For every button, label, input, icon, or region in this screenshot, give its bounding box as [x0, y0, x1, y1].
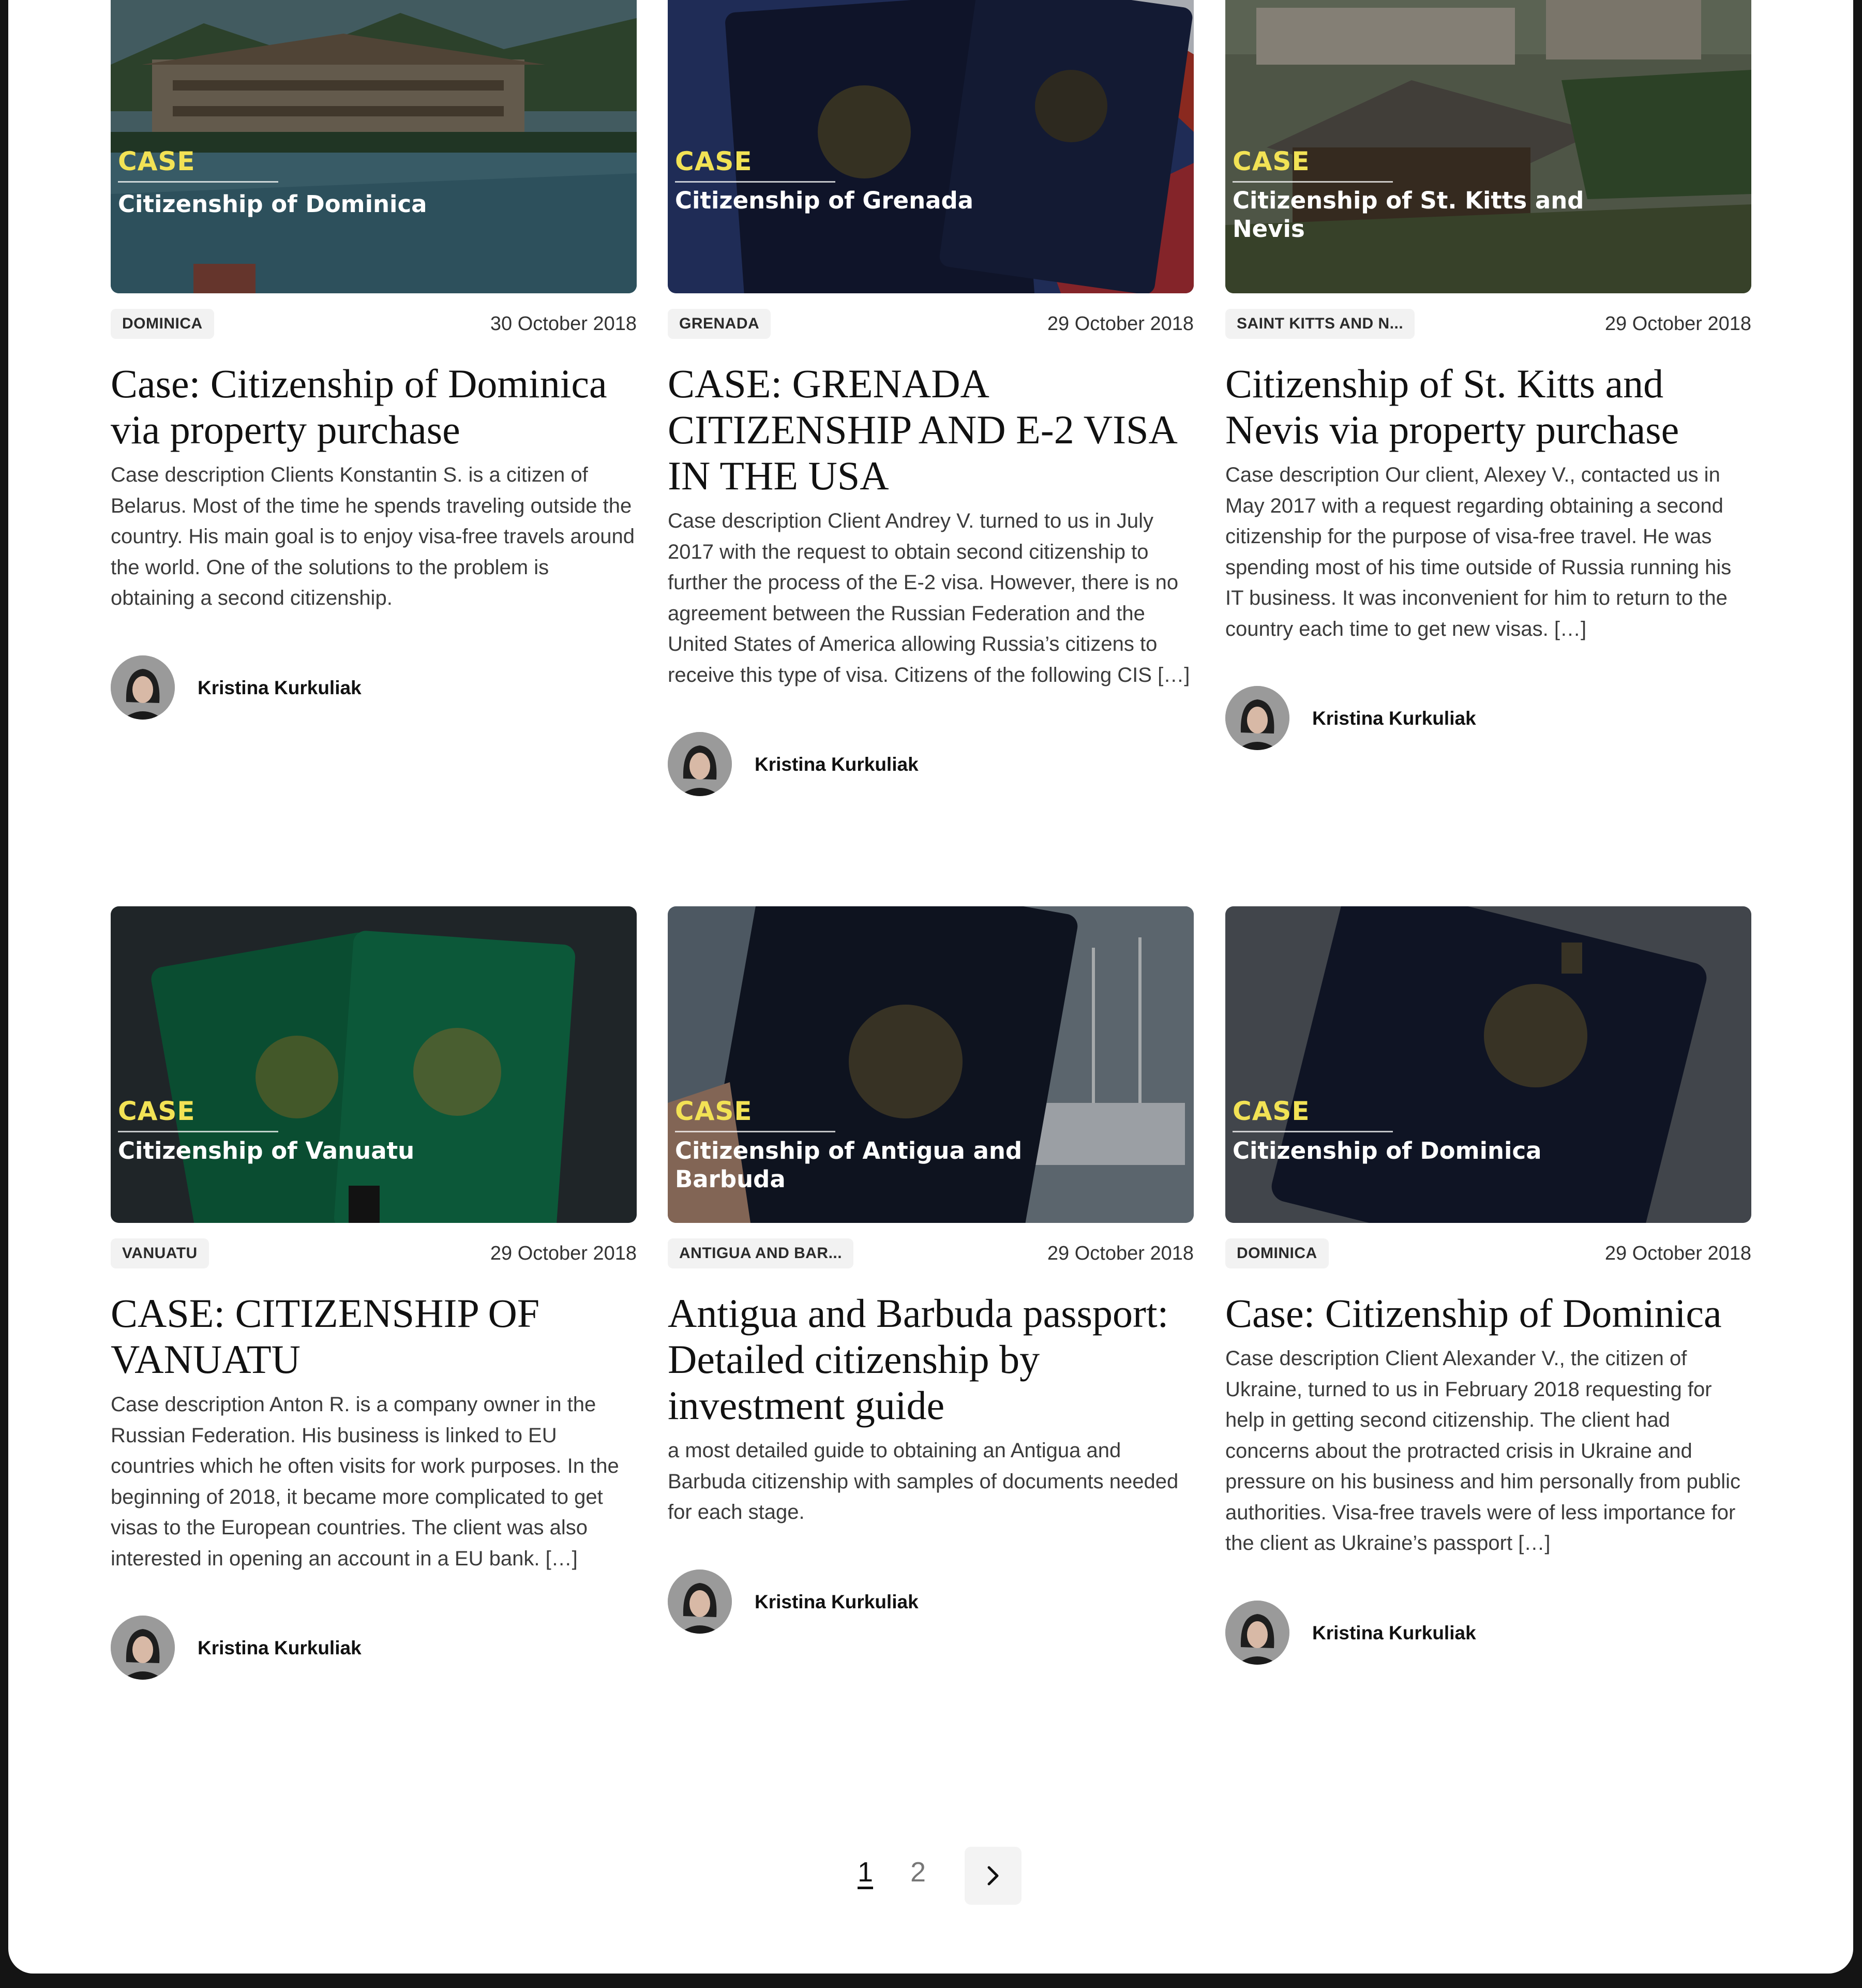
overlay-tag: CASE: [118, 146, 196, 176]
author-avatar: [111, 655, 175, 720]
country-badge[interactable]: GRENADA: [668, 309, 771, 339]
article-card[interactable]: [668, 906, 1194, 1637]
article-date: 29 October 2018: [1047, 1243, 1194, 1264]
article-author[interactable]: [111, 1616, 637, 1683]
blog-page: [8, 0, 1853, 1974]
image-overlay: [675, 906, 1187, 1223]
article-date: 29 October 2018: [490, 1243, 637, 1264]
article-title[interactable]: Case: Citizenship of Dominica: [1225, 1291, 1722, 1336]
article-author[interactable]: [668, 732, 1194, 799]
article-meta: [1225, 293, 1751, 345]
country-badge[interactable]: DOMINICA: [1225, 1238, 1329, 1268]
author-avatar: [668, 1570, 732, 1634]
article-image[interactable]: [111, 906, 637, 1223]
article-date: 29 October 2018: [1604, 313, 1751, 335]
country-badge[interactable]: ANTIGUA AND BAR...: [668, 1238, 853, 1268]
article-meta: [668, 1223, 1194, 1275]
country-badge[interactable]: SAINT KITTS AND N...: [1225, 309, 1415, 339]
overlay-title: Citizenship of St. Kitts and Nevis: [1233, 187, 1584, 243]
author-avatar: [1225, 686, 1289, 750]
overlay-tag: CASE: [1233, 146, 1310, 176]
overlay-divider: [118, 1131, 278, 1132]
overlay-title: Citizenship of Dominica: [118, 190, 427, 218]
article-image[interactable]: [111, 0, 637, 293]
author-name: Kristina Kurkuliak: [1312, 1622, 1476, 1643]
author-avatar: [668, 732, 732, 796]
author-avatar: [111, 1616, 175, 1680]
article-date: 29 October 2018: [1604, 1243, 1751, 1264]
article-card[interactable]: [1225, 906, 1751, 1668]
article-card[interactable]: [111, 0, 637, 723]
article-excerpt: Case description Anton R. is a company owner in the Russian Federation. His business is linked to EU countries which he often visits for work purposes. In the beginning of 2018, it became more complicated to get visas to the European countries. The client was also interested in opening an account in a EU bank. […]: [111, 1393, 619, 1570]
image-overlay: [1233, 906, 1744, 1223]
article-meta: [668, 293, 1194, 345]
article-image[interactable]: [1225, 906, 1751, 1223]
article-meta: [111, 1223, 637, 1275]
article-image[interactable]: [668, 906, 1194, 1223]
author-name: Kristina Kurkuliak: [755, 1591, 919, 1612]
article-title[interactable]: CASE: CITIZENSHIP OF VANUATU: [111, 1291, 540, 1382]
overlay-tag: CASE: [675, 146, 753, 176]
overlay-tag: CASE: [675, 1096, 753, 1126]
overlay-divider: [675, 181, 835, 183]
pagination: [8, 1847, 1853, 1909]
article-author[interactable]: [1225, 1601, 1751, 1668]
author-name: Kristina Kurkuliak: [198, 677, 362, 698]
article-date: 30 October 2018: [490, 313, 637, 335]
article-card[interactable]: [668, 0, 1194, 799]
image-overlay: [1233, 0, 1744, 293]
article-title[interactable]: CASE: GRENADA CITIZENSHIP AND E-2 VISA IN THE USA: [668, 361, 1176, 498]
article-author[interactable]: [111, 655, 637, 723]
article-excerpt: Case description Our client, Alexey V., contacted us in May 2017 with a request regarding obtaining a second citizenship for the purpose of visa-free travel. He was spending most of his time outside of Russia running his IT business. It was inconvenient for him to return to the country each time to get new visas. […]: [1225, 464, 1732, 640]
image-overlay: [675, 0, 1187, 293]
article-image[interactable]: [1225, 0, 1751, 293]
image-overlay: [118, 0, 629, 293]
country-badge[interactable]: DOMINICA: [111, 309, 214, 339]
page-link-1[interactable]: 1: [858, 1857, 874, 1888]
article-excerpt: a most detailed guide to obtaining an Antigua and Barbuda citizenship with samples of documents needed for each stage.: [668, 1439, 1179, 1523]
overlay-title: Citizenship of Vanuatu: [118, 1137, 415, 1164]
article-title[interactable]: Citizenship of St. Kitts and Nevis via property purchase: [1225, 361, 1679, 452]
overlay-tag: CASE: [1233, 1096, 1310, 1126]
article-meta: [111, 293, 637, 345]
article-author[interactable]: [668, 1570, 1194, 1637]
overlay-divider: [1233, 1131, 1393, 1132]
overlay-title: Citizenship of Grenada: [675, 187, 974, 214]
next-page-button[interactable]: [965, 1847, 1022, 1905]
author-name: Kristina Kurkuliak: [198, 1637, 362, 1658]
article-author[interactable]: [1225, 686, 1751, 753]
overlay-divider: [118, 181, 278, 183]
article-image[interactable]: [668, 0, 1194, 293]
author-name: Kristina Kurkuliak: [755, 754, 919, 775]
page-link-2[interactable]: 2: [910, 1857, 926, 1888]
article-title[interactable]: Case: Citizenship of Dominica via property purchase: [111, 361, 607, 452]
article-card[interactable]: [1225, 0, 1751, 753]
article-excerpt: Case description Client Alexander V., the citizen of Ukraine, turned to us in February 2018 requesting for help in getting second citizenship. The client had concerns about the protracted crisis in Ukraine and pressure on his business and him personally from public authorities. Visa-free travels were of less importance for the client as Ukraine’s passport […]: [1225, 1347, 1741, 1554]
image-overlay: [118, 906, 629, 1223]
overlay-title: Citizenship of Dominica: [1233, 1137, 1542, 1164]
article-meta: [1225, 1223, 1751, 1275]
overlay-tag: CASE: [118, 1096, 196, 1126]
article-excerpt: Case description Clients Konstantin S. is a citizen of Belarus. Most of the time he spends traveling outside the country. His main goal is to enjoy visa-free travels around the world. One of the solutions to the problem is obtaining a second citizenship.: [111, 464, 635, 609]
chevron-right-icon: [982, 1864, 1004, 1887]
overlay-title: Citizenship of Antigua and Barbuda: [675, 1137, 1023, 1193]
article-title[interactable]: Antigua and Barbuda passport: Detailed citizenship by investment guide: [668, 1291, 1169, 1428]
overlay-divider: [675, 1131, 835, 1132]
country-badge[interactable]: VANUATU: [111, 1238, 209, 1268]
article-card[interactable]: [111, 906, 637, 1683]
overlay-divider: [1233, 181, 1393, 183]
author-name: Kristina Kurkuliak: [1312, 708, 1476, 729]
author-avatar: [1225, 1601, 1289, 1665]
article-date: 29 October 2018: [1047, 313, 1194, 335]
article-excerpt: Case description Client Andrey V. turned to us in July 2017 with the request to obtain second citizenship to further the process of the E-2 visa. However, there is no agreement between the Russian Federation and the United States of America allowing Russia’s citizens to receive this type of visa. Citizens of the following CIS […]: [668, 510, 1190, 686]
